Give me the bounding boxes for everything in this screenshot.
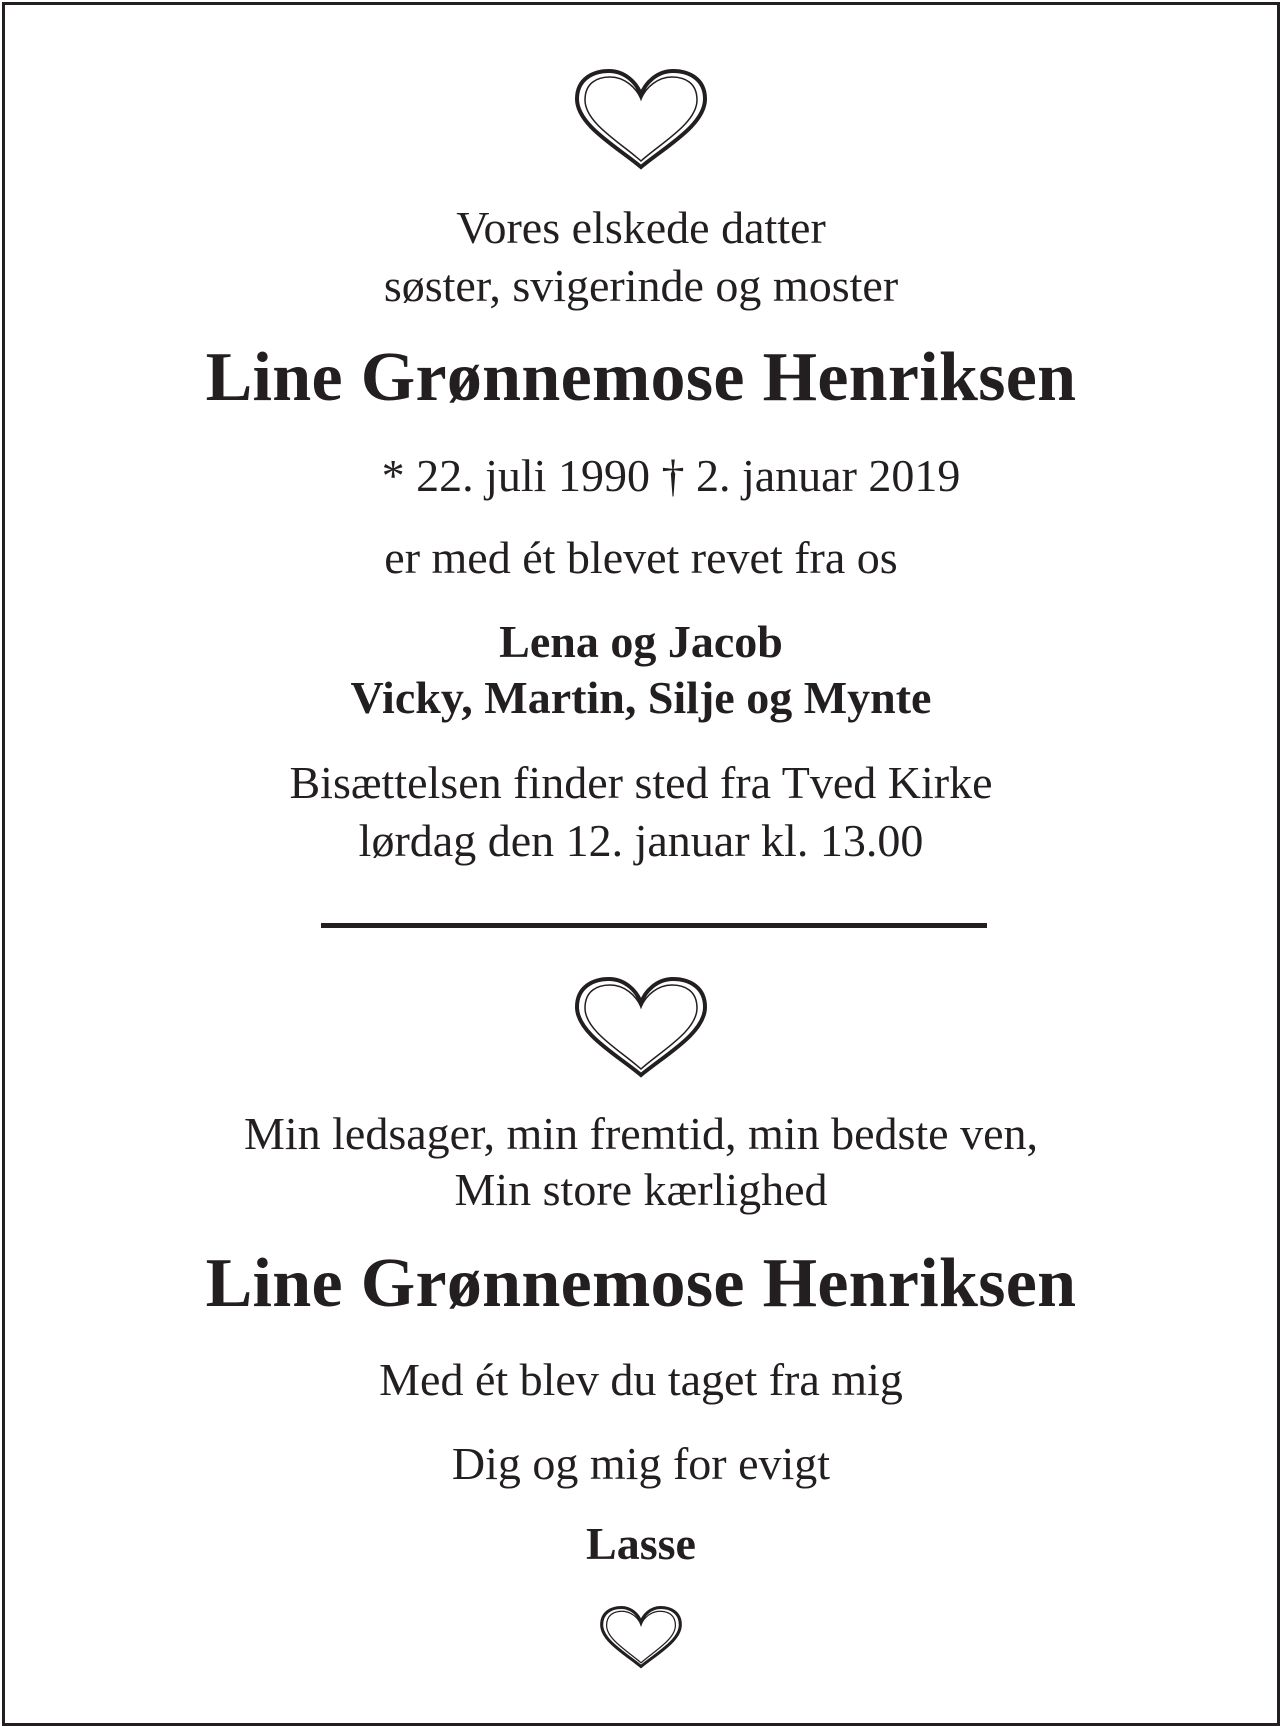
loss-message: Med ét blev du taget fra mig: [379, 1354, 903, 1405]
farewell-message: Dig og mig for evigt: [451, 1438, 831, 1489]
intro-line-1: Vores elskede datter: [456, 202, 826, 253]
obituary-frame: [2, 2, 1280, 1726]
funeral-details-line-1: Bisættelsen finder sted fra Tved Kirke: [289, 757, 993, 808]
deceased-name: Line Grønnemose Henriksen: [205, 1245, 1077, 1322]
intro-line-2: Min store kærlighed: [454, 1164, 828, 1215]
deceased-name: Line Grønnemose Henriksen: [205, 339, 1077, 416]
heart-outline-icon: [5, 1605, 1277, 1669]
heart-outline-icon: [5, 975, 1277, 1079]
signers-line-1: Lena og Jacob: [499, 616, 783, 667]
funeral-details-line-2: lørdag den 12. januar kl. 13.00: [358, 815, 924, 866]
signer-name: Lasse: [586, 1518, 696, 1569]
life-dates: * 22. juli 1990 † 2. januar 2019: [381, 450, 961, 501]
signers-line-2: Vicky, Martin, Silje og Mynte: [350, 672, 932, 723]
heart-outline-icon: [5, 67, 1277, 173]
loss-message: er med ét blevet revet fra os: [384, 532, 898, 583]
section-divider: [321, 923, 987, 928]
intro-line-1: Min ledsager, min fremtid, min bedste ven,: [243, 1108, 1039, 1159]
intro-line-2: søster, svigerinde og moster: [383, 260, 899, 311]
